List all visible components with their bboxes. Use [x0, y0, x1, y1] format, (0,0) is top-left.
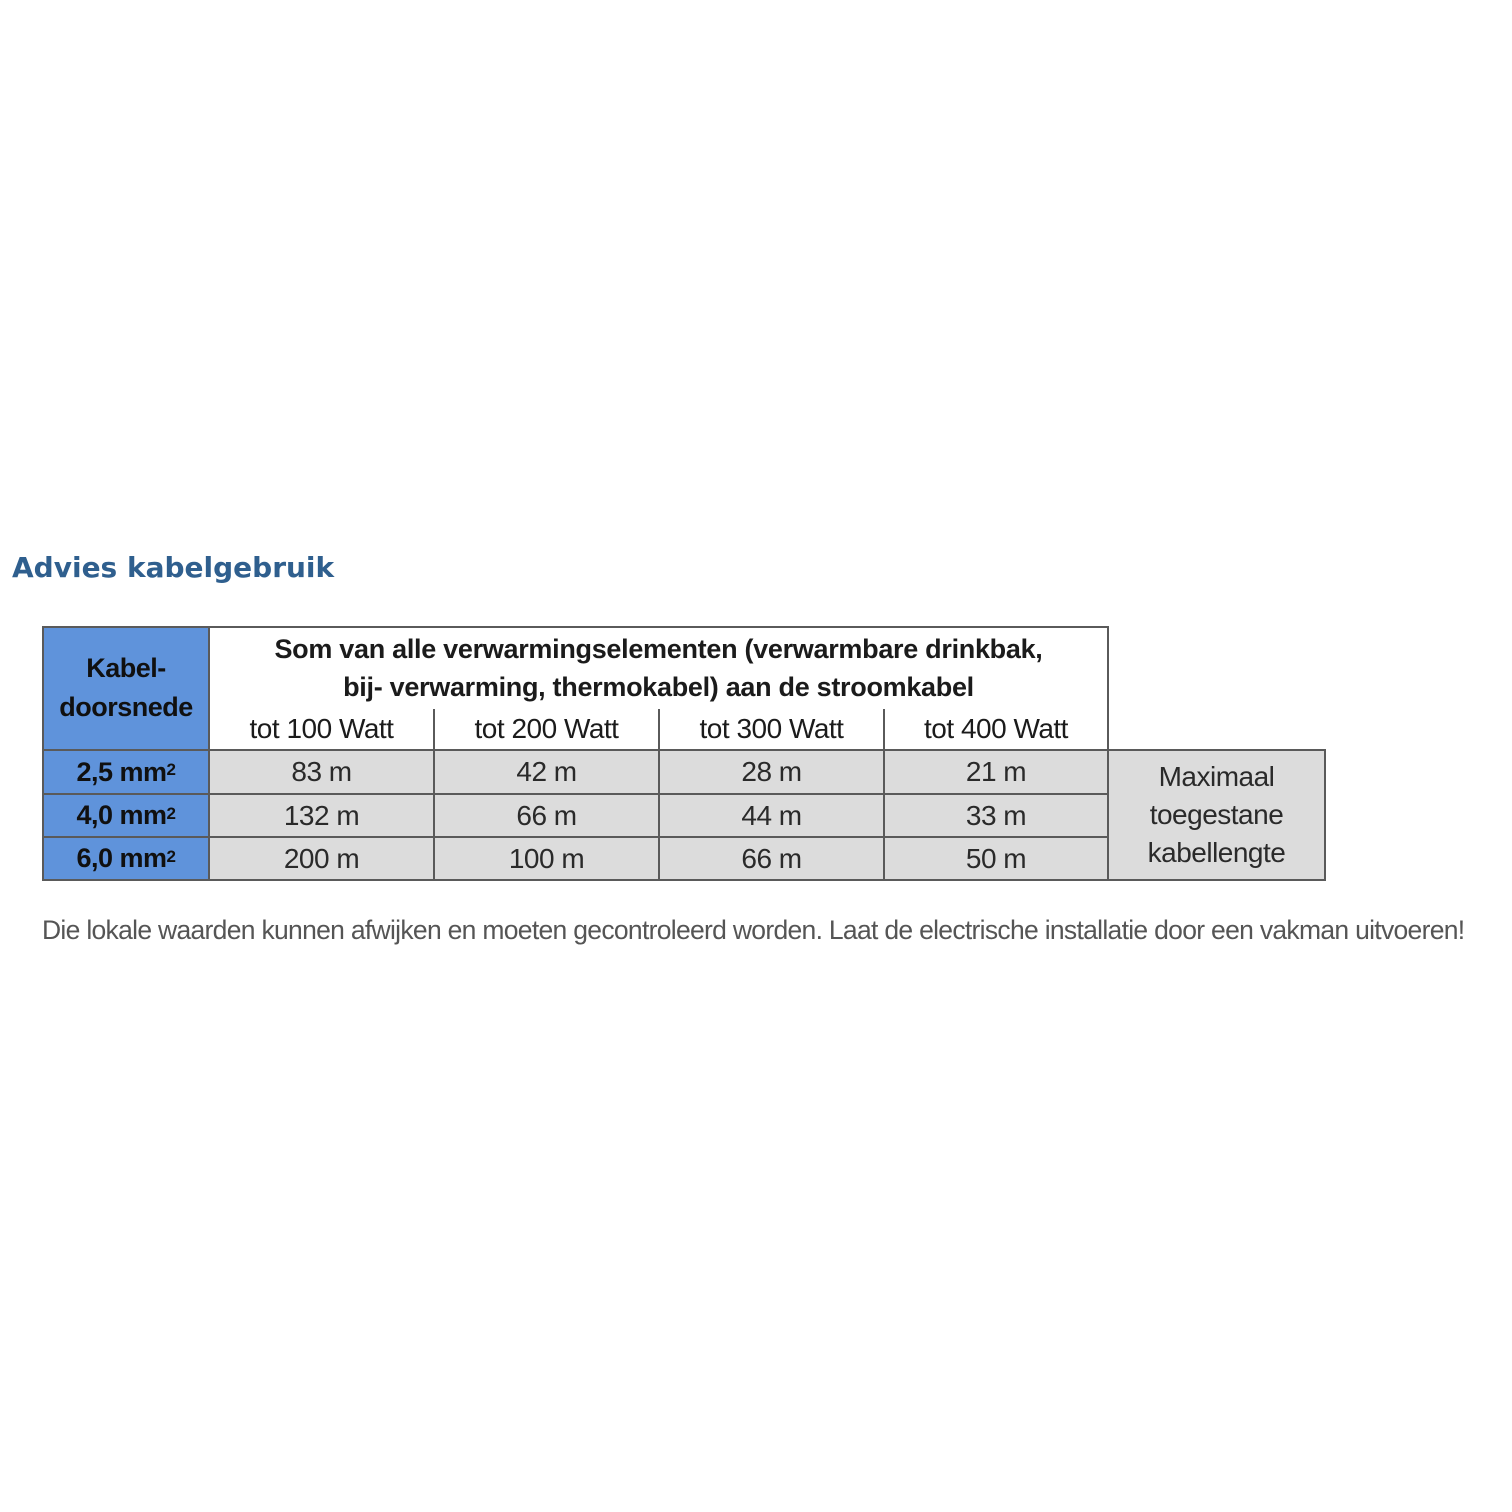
table-cell: 21 m — [884, 750, 1108, 794]
disclaimer-note: Die lokale waarden kunnen afwijken en moeten gecontroleerd worden. Laat de electrische installatie door een vakman uitvoeren! — [42, 915, 1465, 945]
row-header: 2,5 mm $^2$ — [43, 750, 209, 794]
max-length-label — [1108, 750, 1325, 880]
table-cell: 66 m — [659, 837, 884, 880]
grid-line — [42, 749, 1109, 751]
max-length-label-line1: Maximaal — [1158, 761, 1275, 792]
main-header-line1: Som van alle verwarmingselementen (verwarmbare drinkbak, — [274, 634, 1043, 664]
row-header-label: 2,5 mm — [76, 756, 167, 787]
column-header: tot 400 Watt — [884, 709, 1108, 749]
main-header — [209, 627, 1108, 709]
table-cell: 28 m — [659, 750, 884, 794]
grid-line — [42, 879, 1326, 881]
row-header: 6,0 mm $^2$ — [43, 837, 209, 880]
table-cell: 200 m — [209, 837, 434, 880]
grid-line — [883, 709, 885, 881]
row-header-label: 4,0 mm — [76, 800, 167, 830]
column-header: tot 200 Watt — [434, 709, 659, 749]
table-cell: 132 m — [209, 794, 434, 837]
table-cell: 44 m — [659, 794, 884, 837]
grid-line — [42, 793, 1109, 795]
table-cell: 100 m — [434, 837, 659, 880]
grid-line — [42, 836, 1109, 838]
column-header: tot 100 Watt — [209, 709, 434, 749]
grid-line — [1107, 749, 1326, 751]
table-cell: 83 m — [209, 750, 434, 794]
corner-header-line1: Kabel- — [86, 653, 166, 683]
table-cell: 50 m — [884, 837, 1108, 880]
column-header: tot 300 Watt — [659, 709, 884, 749]
corner-header — [43, 627, 209, 749]
max-length-label-line2: toegestane — [1149, 799, 1284, 830]
table-cell: 42 m — [434, 750, 659, 794]
grid-line — [1107, 626, 1109, 881]
grid-line — [42, 626, 1109, 628]
main-header-line2: bij- verwarming, thermokabel) aan de stroomkabel — [343, 672, 974, 702]
grid-line — [208, 626, 210, 881]
table-cell: 66 m — [434, 794, 659, 837]
table-cell: 33 m — [884, 794, 1108, 837]
max-length-label-line3: kabellengte — [1147, 837, 1286, 868]
grid-line — [433, 709, 435, 881]
grid-line — [1324, 749, 1326, 881]
page-title: Advies kabelgebruik — [12, 551, 335, 584]
grid-line — [42, 626, 44, 881]
row-header-label: 6,0 mm — [76, 843, 167, 873]
grid-line — [658, 709, 660, 881]
row-header: 4,0 mm $^2$ — [43, 794, 209, 837]
corner-header-line2: doorsnede — [59, 692, 193, 722]
